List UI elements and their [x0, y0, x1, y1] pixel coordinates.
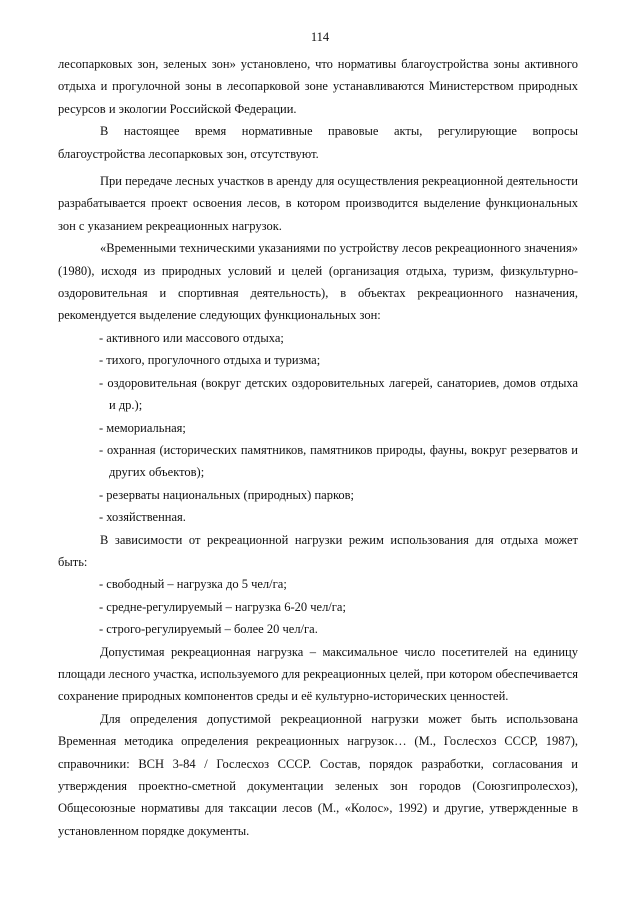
paragraph-load-determination: Для определения допустимой рекреационной нагрузки может быть использована Временная методика определения рекреационных нагрузок… (М., Гослесхоз СССР, 1987), справочники: ВСН 3-84 / Гослесхоз СССР. Состав, порядок разработки, согласования и утверждения проектно-сметной документации зеленых зон городов (Союзгипролесхоз), Общесоюзные нормативы для таксации лесов (М., «Колос», 1992) и другие, утвержденные в установленном порядке документы. — [58, 711, 578, 838]
paragraph-continuation: лесопарковых зон, зеленых зон» установлено, что нормативы благоустройства зоны активного отдыха и прогулочной зоны в лесопарковой зоне устанавливаются Министерством природных ресурсов и экологии Российской Федерации. — [58, 57, 578, 116]
paragraph-temporary-guidelines: «Временными техническими указаниями по устройству лесов рекреационного значения» (1980), исходя из природных условий и целей (организация отдыха, туризм, физкультурно-оздоровительная и спортивная деятельность), в объектах рекреационного назначения, рекомендуется выделение следующих функциональных зон: — [58, 241, 578, 323]
list-item-zone: - хозяйственная. — [99, 510, 186, 525]
paragraph-allowable-load: Допустимая рекреационная нагрузка – максимальное число посетителей на единицу площади лесного участка, используемого для рекреационных целей, при котором обеспечивается сохранение природных компонентов среды и её культурно-исторических ценностей. — [58, 644, 578, 704]
paragraph-lease-transfer: При передаче лесных участков в аренду для осуществления рекреационной деятельности разрабатывается проект освоения лесов, в котором производится выделение функциональных зон с указанием рекреационных нагрузок. — [58, 174, 578, 233]
document-body — [58, 53, 578, 842]
list-item-zone: - охранная (исторических памятников, памятников природы, фауны, вокруг резерватов и других объектов); — [99, 442, 578, 480]
functional-zones-list — [58, 327, 578, 529]
list-item-zone: - мемориальная; — [99, 420, 186, 435]
page-number: 114 — [310, 30, 330, 44]
paragraph-no-legal-acts: В настоящее время нормативные правовые акты, регулирующие вопросы благоустройства лесопарковых зон, отсутствуют. — [58, 124, 578, 161]
list-item-zone: - оздоровительная (вокруг детских оздоровительных лагерей, санаториев, домов отдыха и др.); — [99, 375, 578, 413]
usage-regimes-list — [58, 573, 578, 640]
paragraph-usage-regime: В зависимости от рекреационной нагрузки режим использования для отдыха может быть: — [58, 532, 578, 569]
list-item-zone: - резерваты национальных (природных) парков; — [99, 487, 355, 502]
list-item-regime: - строго-регулируемый – более 20 чел/га. — [99, 622, 318, 637]
list-item-zone: - активного или массового отдыха; — [99, 330, 284, 345]
list-item-regime: - средне-регулируемый – нагрузка 6-20 чел/га; — [99, 599, 346, 614]
list-item-zone: - тихого, прогулочного отдыха и туризма; — [99, 353, 321, 368]
list-item-regime: - свободный – нагрузка до 5 чел/га; — [99, 577, 287, 592]
